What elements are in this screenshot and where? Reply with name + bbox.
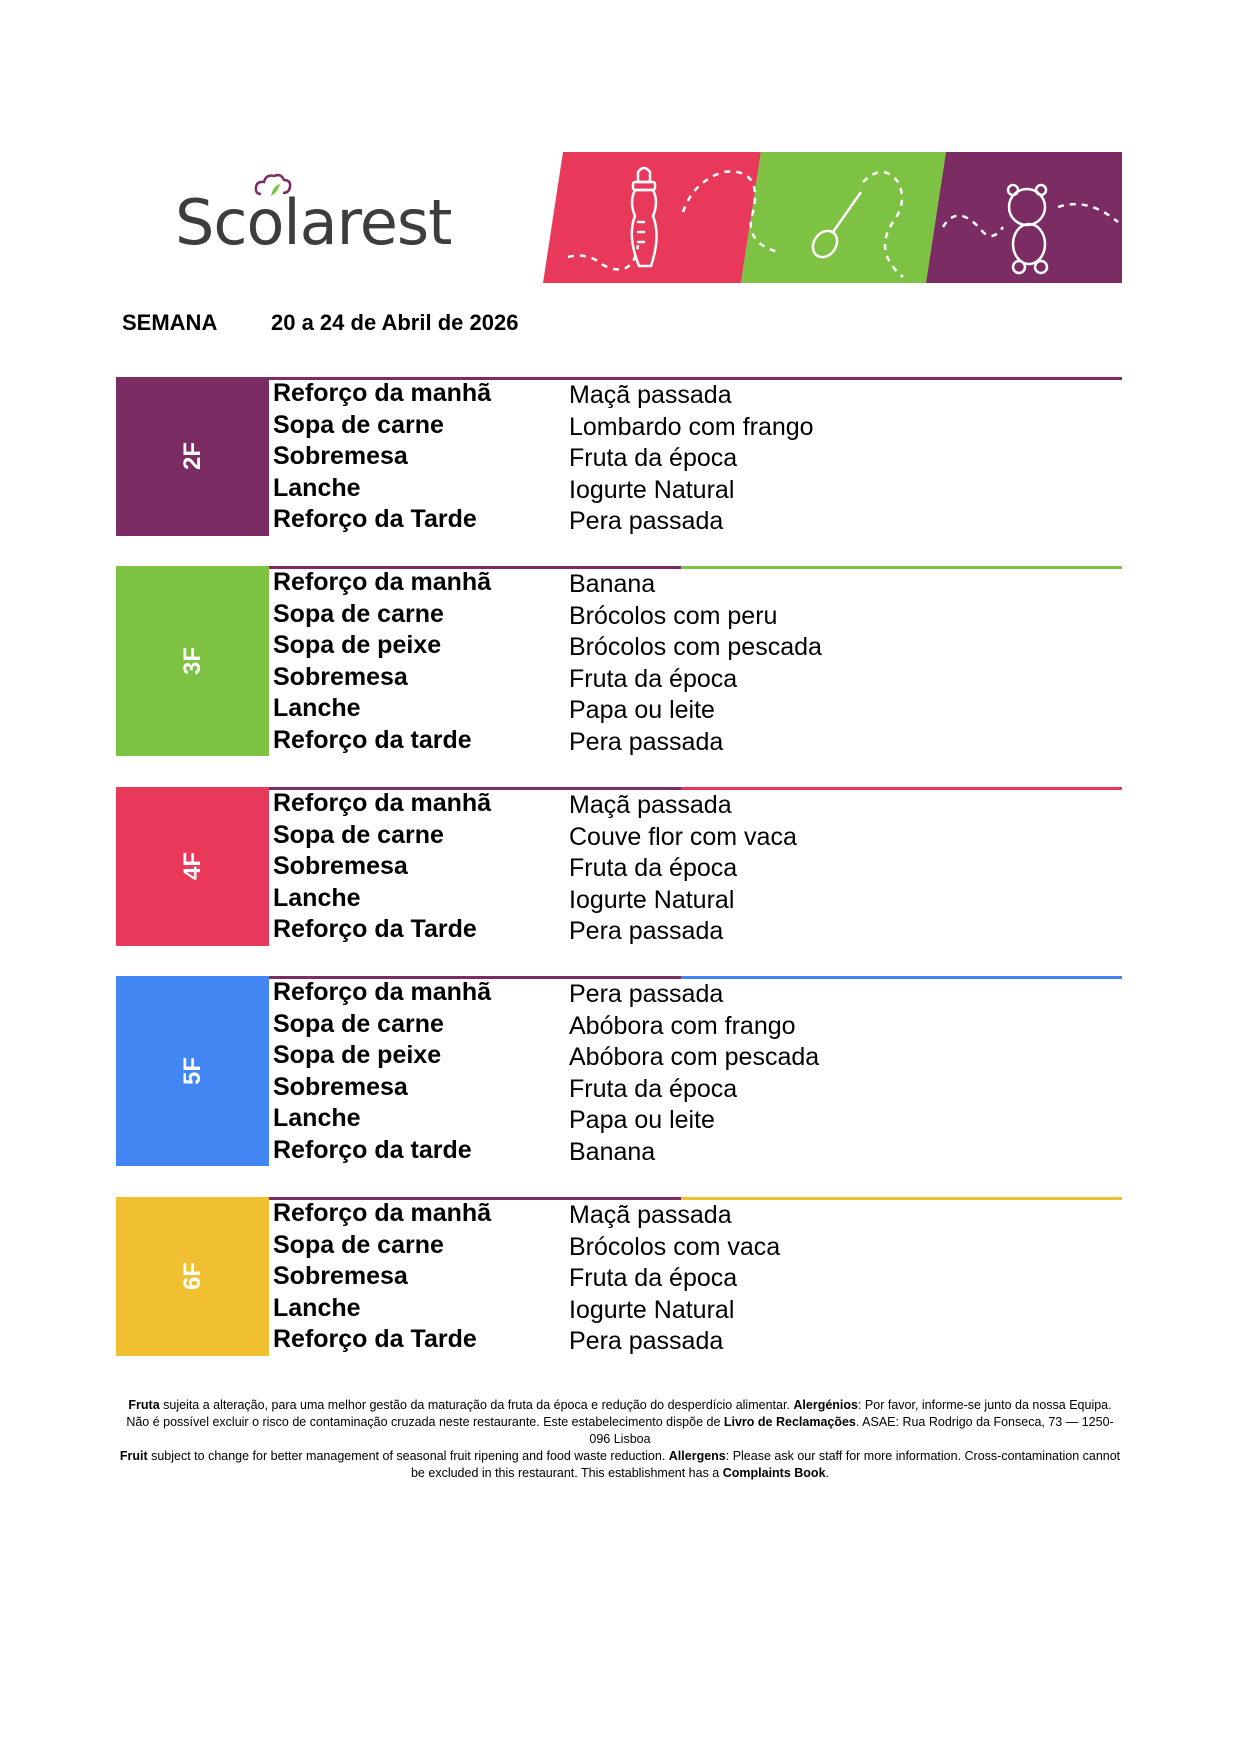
divider xyxy=(681,787,1122,790)
divider xyxy=(681,377,1122,380)
meal-name: Reforço da Tarde xyxy=(273,915,477,943)
footer-text: : Por favor, informe-se junto da nossa Equipa. Não é possível excluir o risco de contaminação cruzada neste restaurante. Este estabelecimento dispõe de xyxy=(126,1398,1112,1429)
scolarest-logo xyxy=(175,172,475,262)
meal-name: Sopa de carne xyxy=(273,1230,444,1259)
footer-notice-pt xyxy=(118,1397,1122,1448)
meal-name: Lanche xyxy=(273,1104,361,1132)
meal-name: Reforço da manhã xyxy=(273,789,492,817)
dish-name: Pera passada xyxy=(569,507,724,535)
meal-name: Reforço da tarde xyxy=(273,1135,472,1164)
dish-name: Fruta da época xyxy=(569,1074,738,1103)
meal-name: Reforço da Tarde xyxy=(273,505,477,533)
dish-name: Papa ou leite xyxy=(569,696,715,724)
day-block-2f xyxy=(116,377,1122,537)
meal-name: Sopa de peixe xyxy=(273,631,442,659)
header-banner xyxy=(543,152,1122,283)
meal-name: Sobremesa xyxy=(273,662,408,691)
meal-name: Lanche xyxy=(273,694,361,722)
dish-name: Papa ou leite xyxy=(569,1106,715,1134)
day-code: 2F xyxy=(178,442,206,471)
dish-name: Brócolos com peru xyxy=(569,601,778,630)
footer-text: . ASAE: Rua Rodrigo da Fonseca, 73 — 1250-096 Lisboa xyxy=(589,1415,1114,1446)
meal-name: Sopa de carne xyxy=(273,410,444,439)
footer-text: . xyxy=(825,1466,830,1480)
meal-name: Reforço da Tarde xyxy=(273,1325,477,1353)
dish-name: Brócolos com vaca xyxy=(569,1232,781,1261)
dish-name: Maçã passada xyxy=(569,381,732,409)
dish-name: Iogurte Natural xyxy=(569,1295,735,1324)
meal-name: Reforço da manhã xyxy=(273,1199,492,1227)
day-block-5f xyxy=(116,976,1122,1167)
footer-text: subject to change for better management of seasonal fruit ripening and food waste reduction. xyxy=(147,1449,669,1463)
dish-name: Banana xyxy=(569,1137,656,1166)
meal-name: Sobremesa xyxy=(273,1262,408,1290)
dish-name: Pera passada xyxy=(569,1327,724,1355)
day-code: 5F xyxy=(178,1056,206,1086)
divider xyxy=(681,1197,1122,1200)
dish-name: Couve flor com vaca xyxy=(569,822,797,851)
footer-text: sujeita a alteração, para uma melhor gestão da maturação da fruta da época e redução do desperdício alimentar. xyxy=(159,1398,794,1412)
day-block-6f xyxy=(116,1197,1122,1357)
footer-text: Complaints Book xyxy=(722,1466,826,1480)
meal-name: Lanche xyxy=(273,1293,361,1322)
brand-name: Scolarest xyxy=(175,186,452,259)
day-tab xyxy=(116,787,269,946)
meal-name: Sobremesa xyxy=(273,442,408,470)
day-tab xyxy=(116,566,269,756)
footer-text: : Please ask our staff for more information. Cross-contamination cannot be excluded in this restaurant. This establishment has a xyxy=(410,1449,1121,1480)
footer-text: Fruit xyxy=(119,1449,148,1463)
day-block-4f xyxy=(116,787,1122,947)
dish-name: Fruta da época xyxy=(569,664,738,693)
meal-name: Sopa de peixe xyxy=(273,1041,442,1069)
week-dates: 20 a 24 de Abril de 2026 xyxy=(271,310,519,335)
dish-name: Pera passada xyxy=(569,727,724,756)
meal-name: Lanche xyxy=(273,473,361,502)
footer-text: Fruta xyxy=(128,1398,160,1412)
meal-name: Sobremesa xyxy=(273,1072,408,1101)
dish-name: Abóbora com pescada xyxy=(569,1043,820,1071)
dish-name: Fruta da época xyxy=(569,854,738,882)
meal-name: Reforço da tarde xyxy=(273,725,472,754)
divider xyxy=(681,566,1122,569)
dish-name: Pera passada xyxy=(569,917,724,945)
footer-notice xyxy=(118,1397,1122,1482)
dish-name: Fruta da época xyxy=(569,1264,738,1292)
footer-text: Allergens xyxy=(668,1449,726,1463)
day-tab xyxy=(116,377,269,536)
dish-name: Maçã passada xyxy=(569,1201,732,1229)
meal-name: Sopa de carne xyxy=(273,599,444,628)
day-tab xyxy=(116,1197,269,1356)
day-code: 4F xyxy=(178,852,206,881)
meal-name: Reforço da manhã xyxy=(273,568,492,596)
meal-name: Lanche xyxy=(273,883,361,912)
day-code: 6F xyxy=(178,1262,206,1291)
divider xyxy=(681,976,1122,979)
meal-name: Reforço da manhã xyxy=(273,978,492,1006)
meal-name: Reforço da manhã xyxy=(273,379,492,407)
footer-text: Alergénios xyxy=(793,1398,858,1412)
dish-name: Brócolos com pescada xyxy=(569,633,822,661)
dish-name: Pera passada xyxy=(569,980,724,1008)
dish-name: Abóbora com frango xyxy=(569,1011,796,1040)
dish-name: Maçã passada xyxy=(569,791,732,819)
meal-name: Sobremesa xyxy=(273,852,408,880)
day-code: 3F xyxy=(178,646,206,676)
dish-name: Lombardo com frango xyxy=(569,412,814,441)
meal-name: Sopa de carne xyxy=(273,820,444,849)
dish-name: Iogurte Natural xyxy=(569,475,735,504)
week-label: SEMANA xyxy=(122,310,218,335)
day-tab xyxy=(116,976,269,1166)
dish-name: Banana xyxy=(569,570,656,598)
footer-notice-en xyxy=(118,1448,1122,1482)
footer-text: Livro de Reclamações xyxy=(723,1415,856,1429)
day-block-3f xyxy=(116,566,1122,757)
dish-name: Iogurte Natural xyxy=(569,885,735,914)
meal-name: Sopa de carne xyxy=(273,1009,444,1038)
dish-name: Fruta da época xyxy=(569,444,738,472)
